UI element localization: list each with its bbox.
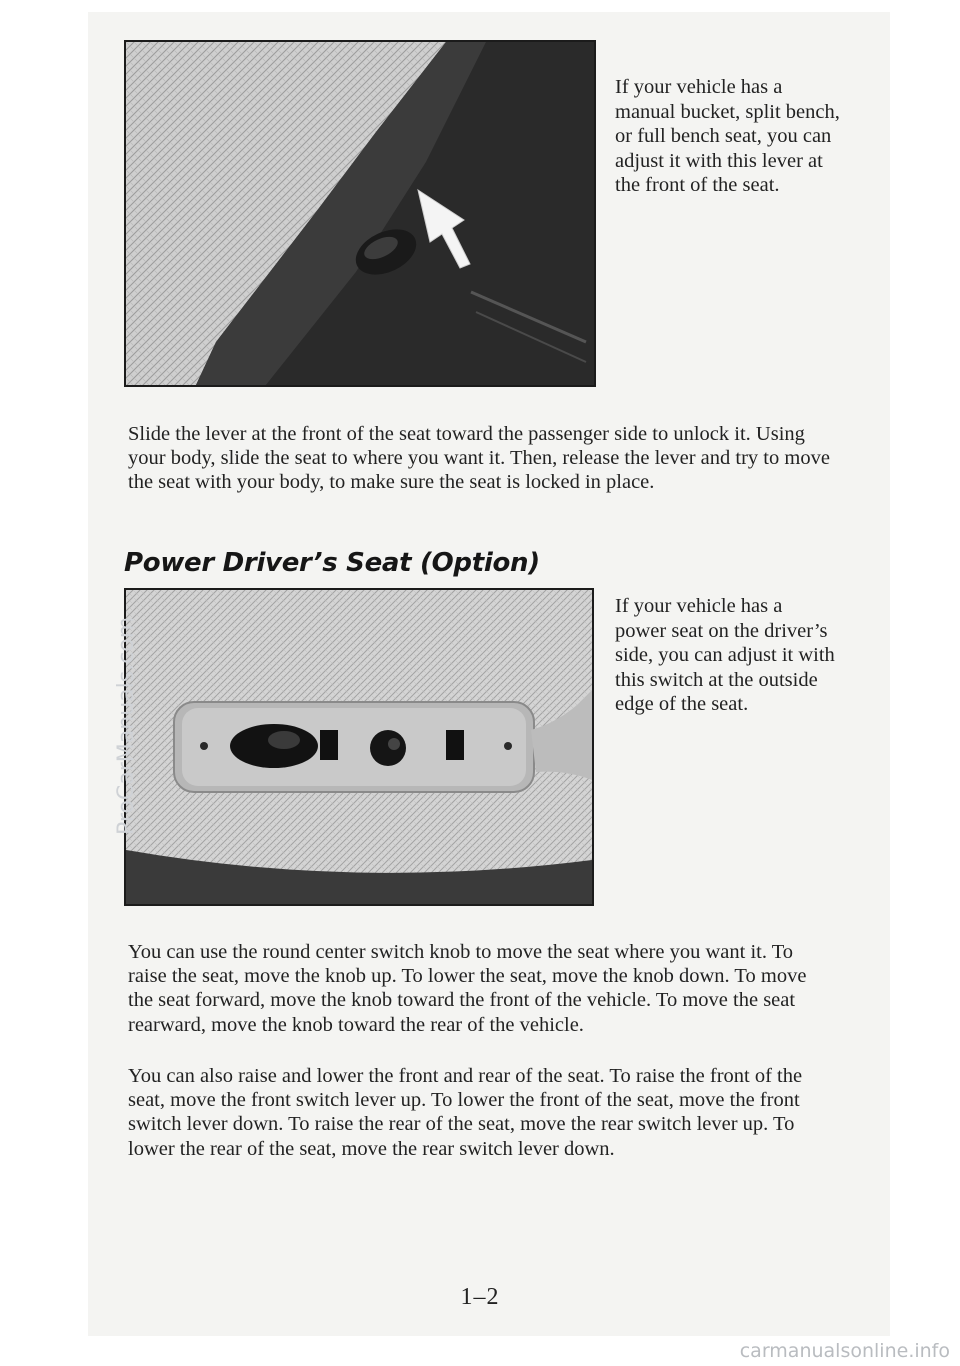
manual-seat-instructions: Slide the lever at the front of the seat toward the passenger side to unlock it. Using your body, slide the seat to where you want it. Then, release the lever and try to move the seat with your body, to make sure the seat is locked in place.: [128, 423, 830, 494]
seat-lever-photo: [124, 40, 596, 387]
manual-seat-side-text: If your vehicle has a manual bucket, split bench, or full bench seat, you can adjust it with this lever at the front of the seat.: [615, 76, 840, 197]
section-heading: Power Driver’s Seat (Option): [124, 548, 540, 578]
power-seat-switch-photo: [124, 588, 594, 906]
front-rear-lever-instructions: You can also raise and lower the front and rear of the seat. To raise the front of the seat, move the front switch lever up. To lower the front of the seat, move the front switch lever down. To raise the rear of the seat, move the rear switch lever up. To lower the rear of the seat, move the rear switch lever down.: [128, 1065, 803, 1160]
watermark-procarmanuals: ProCarManuals.com: [114, 616, 139, 835]
center-knob-instructions: You can use the round center switch knob to move the seat where you want it. To raise the seat, move the knob up. To lower the seat, move the knob down. To move the seat forward, move the knob toward the front of the vehicle. To move the seat rearward, move the knob toward the rear of the vehicle.: [128, 941, 807, 1036]
power-seat-side-text: If your vehicle has a power seat on the driver’s side, you can adjust it with this switch at the outside edge of the seat.: [615, 595, 835, 716]
watermark-carmanualsonline: carmanualsonline.info: [739, 1340, 950, 1362]
page-number: 1–2: [460, 1284, 500, 1310]
